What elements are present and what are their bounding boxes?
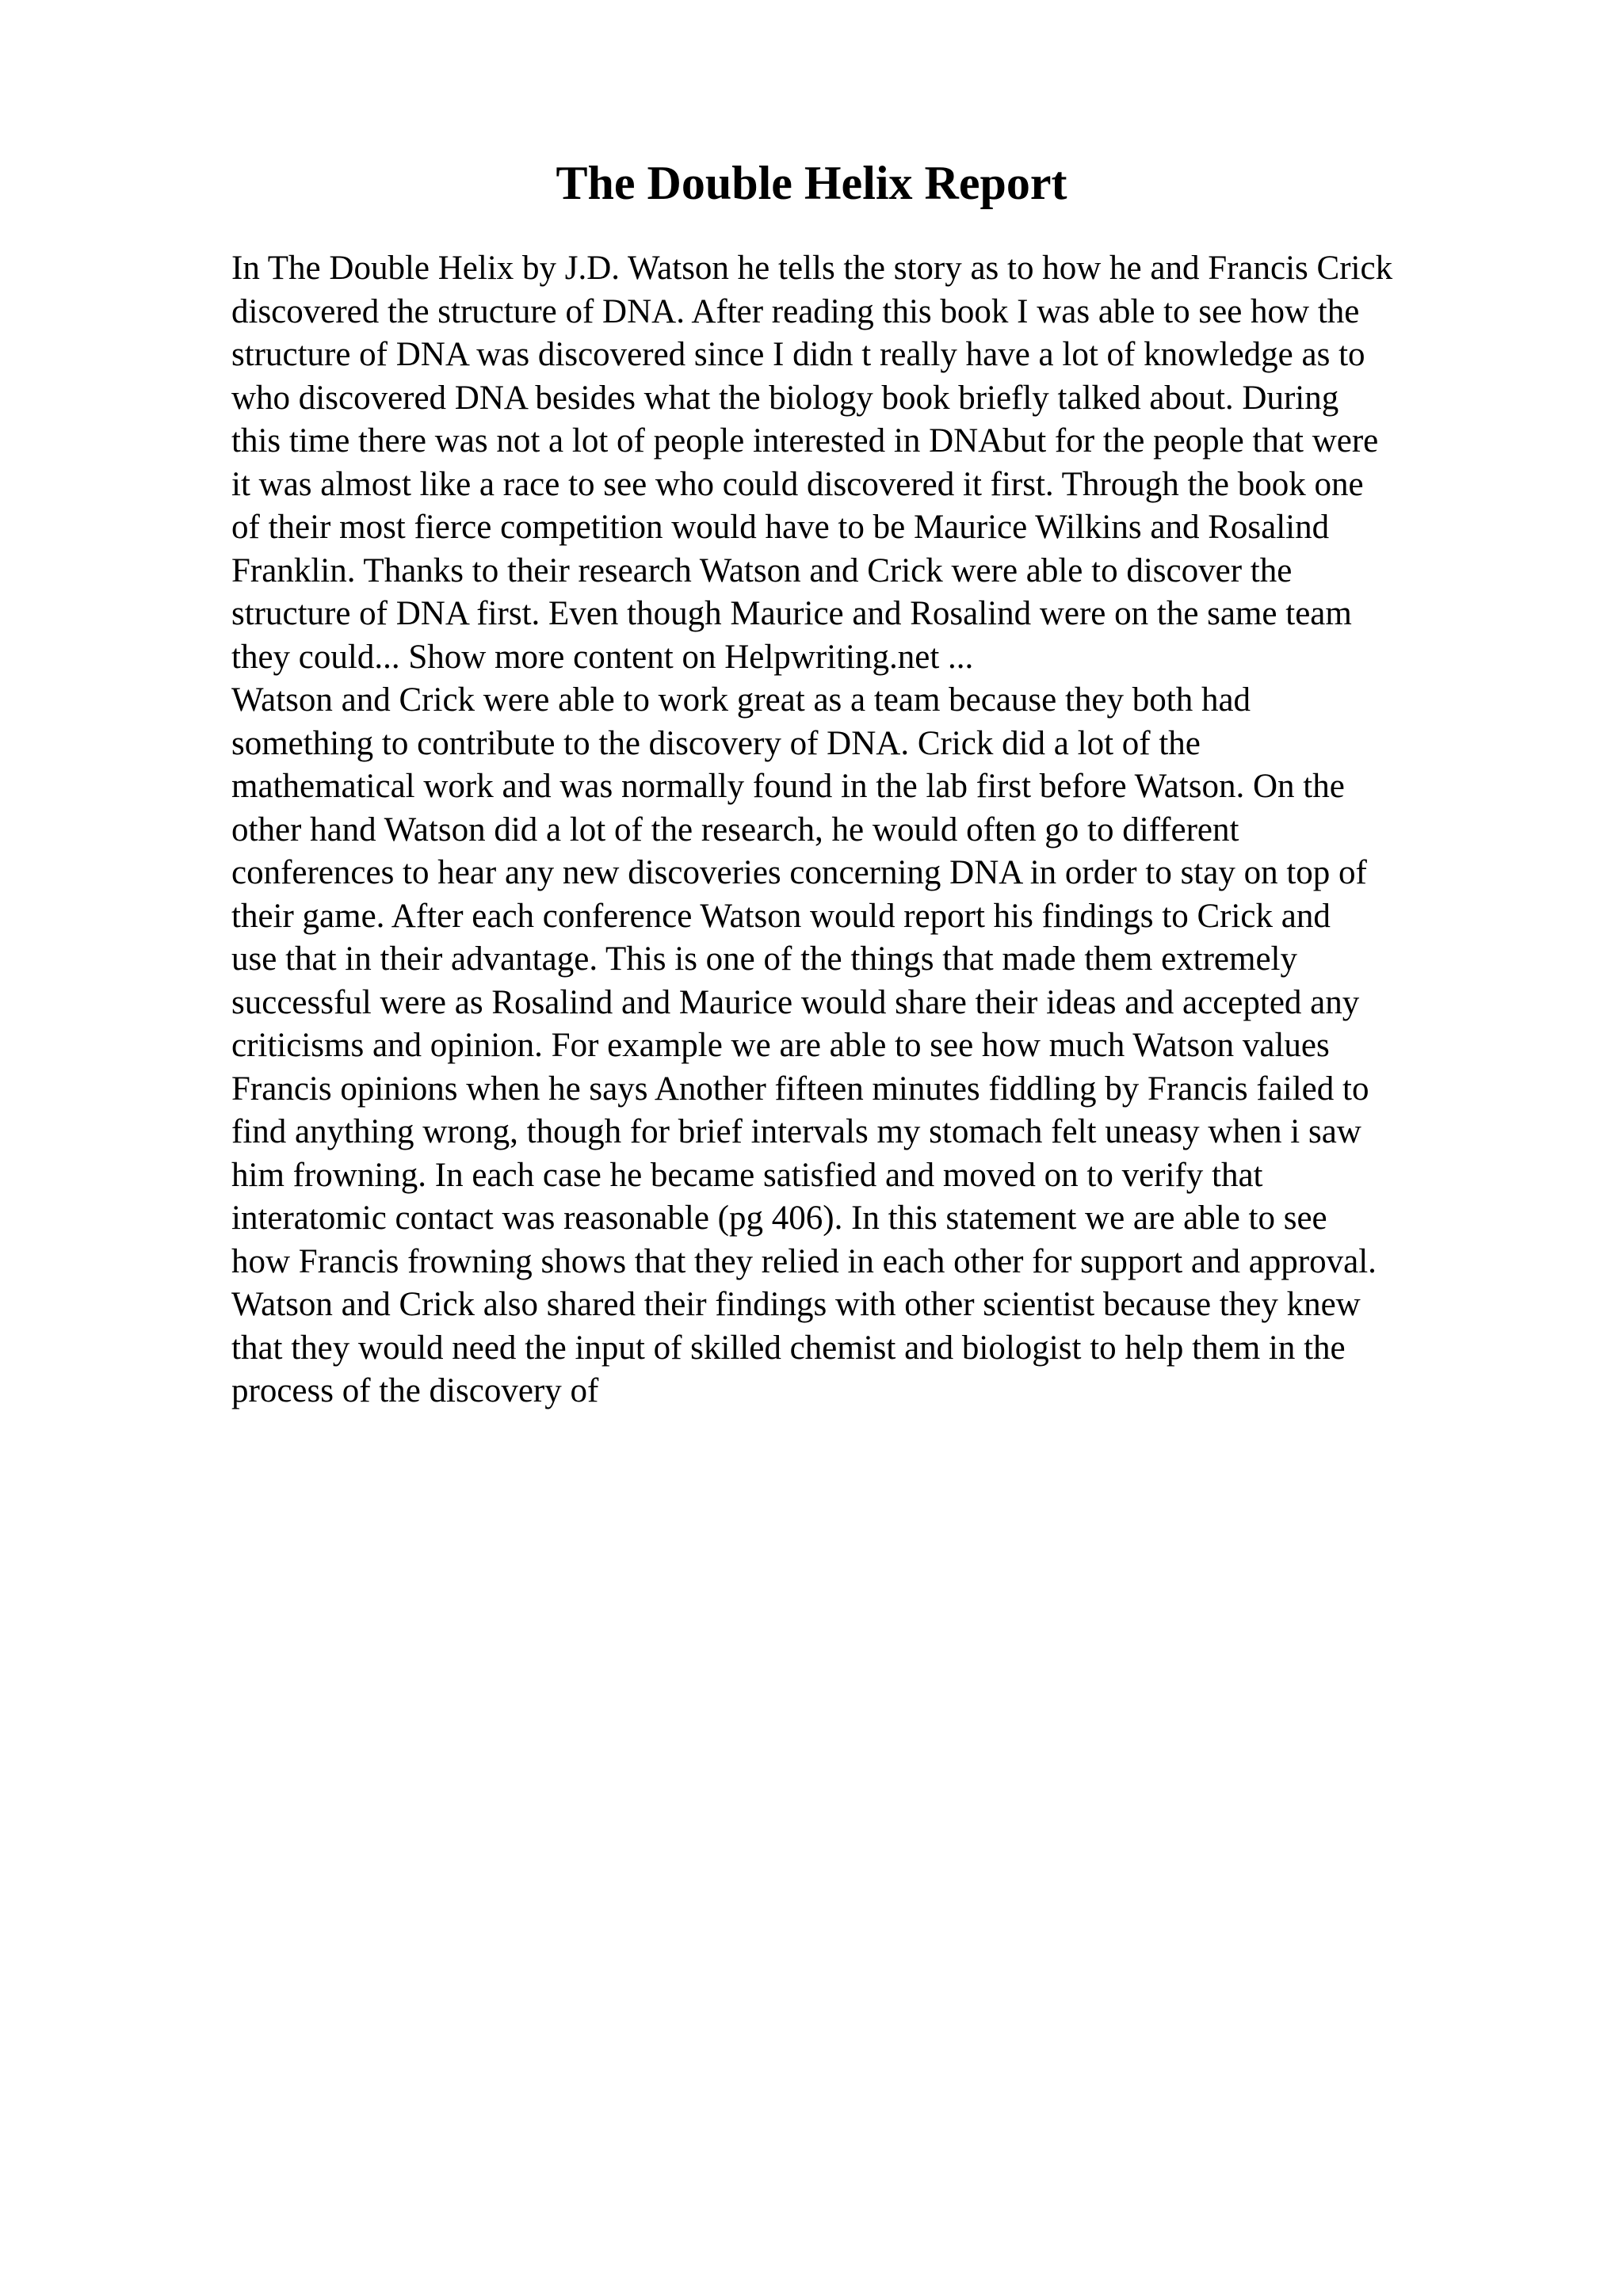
body-line: him frowning. In each case he became satisfied and moved on to verify that	[231, 1156, 1263, 1194]
body-line: of their most fierce competition would have to be Maurice Wilkins and Rosalind	[231, 509, 1330, 546]
body-line: Watson and Crick also shared their findings with other scientist because they knew	[231, 1286, 1361, 1323]
body-line: successful were as Rosalind and Maurice would share their ideas and accepted any	[231, 983, 1360, 1021]
body-line: conferences to hear any new discoveries concerning DNA in order to stay on top of	[231, 854, 1367, 891]
body-line: Francis opinions when he says Another fifteen minutes fiddling by Francis failed to	[231, 1070, 1369, 1108]
body-line: mathematical work and was normally found in the lab first before Watson. On the	[231, 768, 1345, 805]
document-title: The Double Helix Report	[556, 157, 1067, 209]
document-body	[231, 247, 1594, 1413]
body-line: process of the discovery of	[231, 1372, 599, 1409]
body-line: it was almost like a race to see who could discovered it first. Through the book one	[231, 465, 1364, 503]
body-line: Franklin. Thanks to their research Watson and Crick were able to discover the	[231, 551, 1293, 589]
body-line: use that in their advantage. This is one of the things that made them extremely	[231, 940, 1297, 978]
body-line: that they would need the input of skilled chemist and biologist to help them in the	[231, 1329, 1346, 1367]
body-line: find anything wrong, though for brief intervals my stomach felt uneasy when i saw	[231, 1113, 1361, 1150]
body-line: In The Double Helix by J.D. Watson he tells the story as to how he and Francis Crick	[231, 250, 1393, 287]
body-line: how Francis frowning shows that they relied in each other for support and approval.	[231, 1242, 1377, 1280]
body-line: their game. After each conference Watson would report his findings to Crick and	[231, 897, 1331, 935]
body-line: they could... Show more content on Helpwriting.net ...	[231, 638, 974, 676]
body-line: criticisms and opinion. For example we are able to see how much Watson values	[231, 1027, 1330, 1064]
body-line: who discovered DNA besides what the biology book briefly talked about. During	[231, 379, 1339, 417]
body-line: interatomic contact was reasonable (pg 406). In this statement we are able to see	[231, 1199, 1327, 1237]
body-line: this time there was not a lot of people interested in DNAbut for the people that were	[231, 422, 1379, 460]
body-line: structure of DNA was discovered since I didn t really have a lot of knowledge as to	[231, 336, 1365, 373]
body-line: structure of DNA first. Even though Maurice and Rosalind were on the same team	[231, 595, 1352, 632]
body-line: Watson and Crick were able to work great as a team because they both had	[231, 681, 1251, 719]
body-line: something to contribute to the discovery of DNA. Crick did a lot of the	[231, 724, 1201, 762]
body-line: other hand Watson did a lot of the research, he would often go to different	[231, 810, 1239, 849]
body-line: discovered the structure of DNA. After reading this book I was able to see how the	[231, 292, 1360, 330]
